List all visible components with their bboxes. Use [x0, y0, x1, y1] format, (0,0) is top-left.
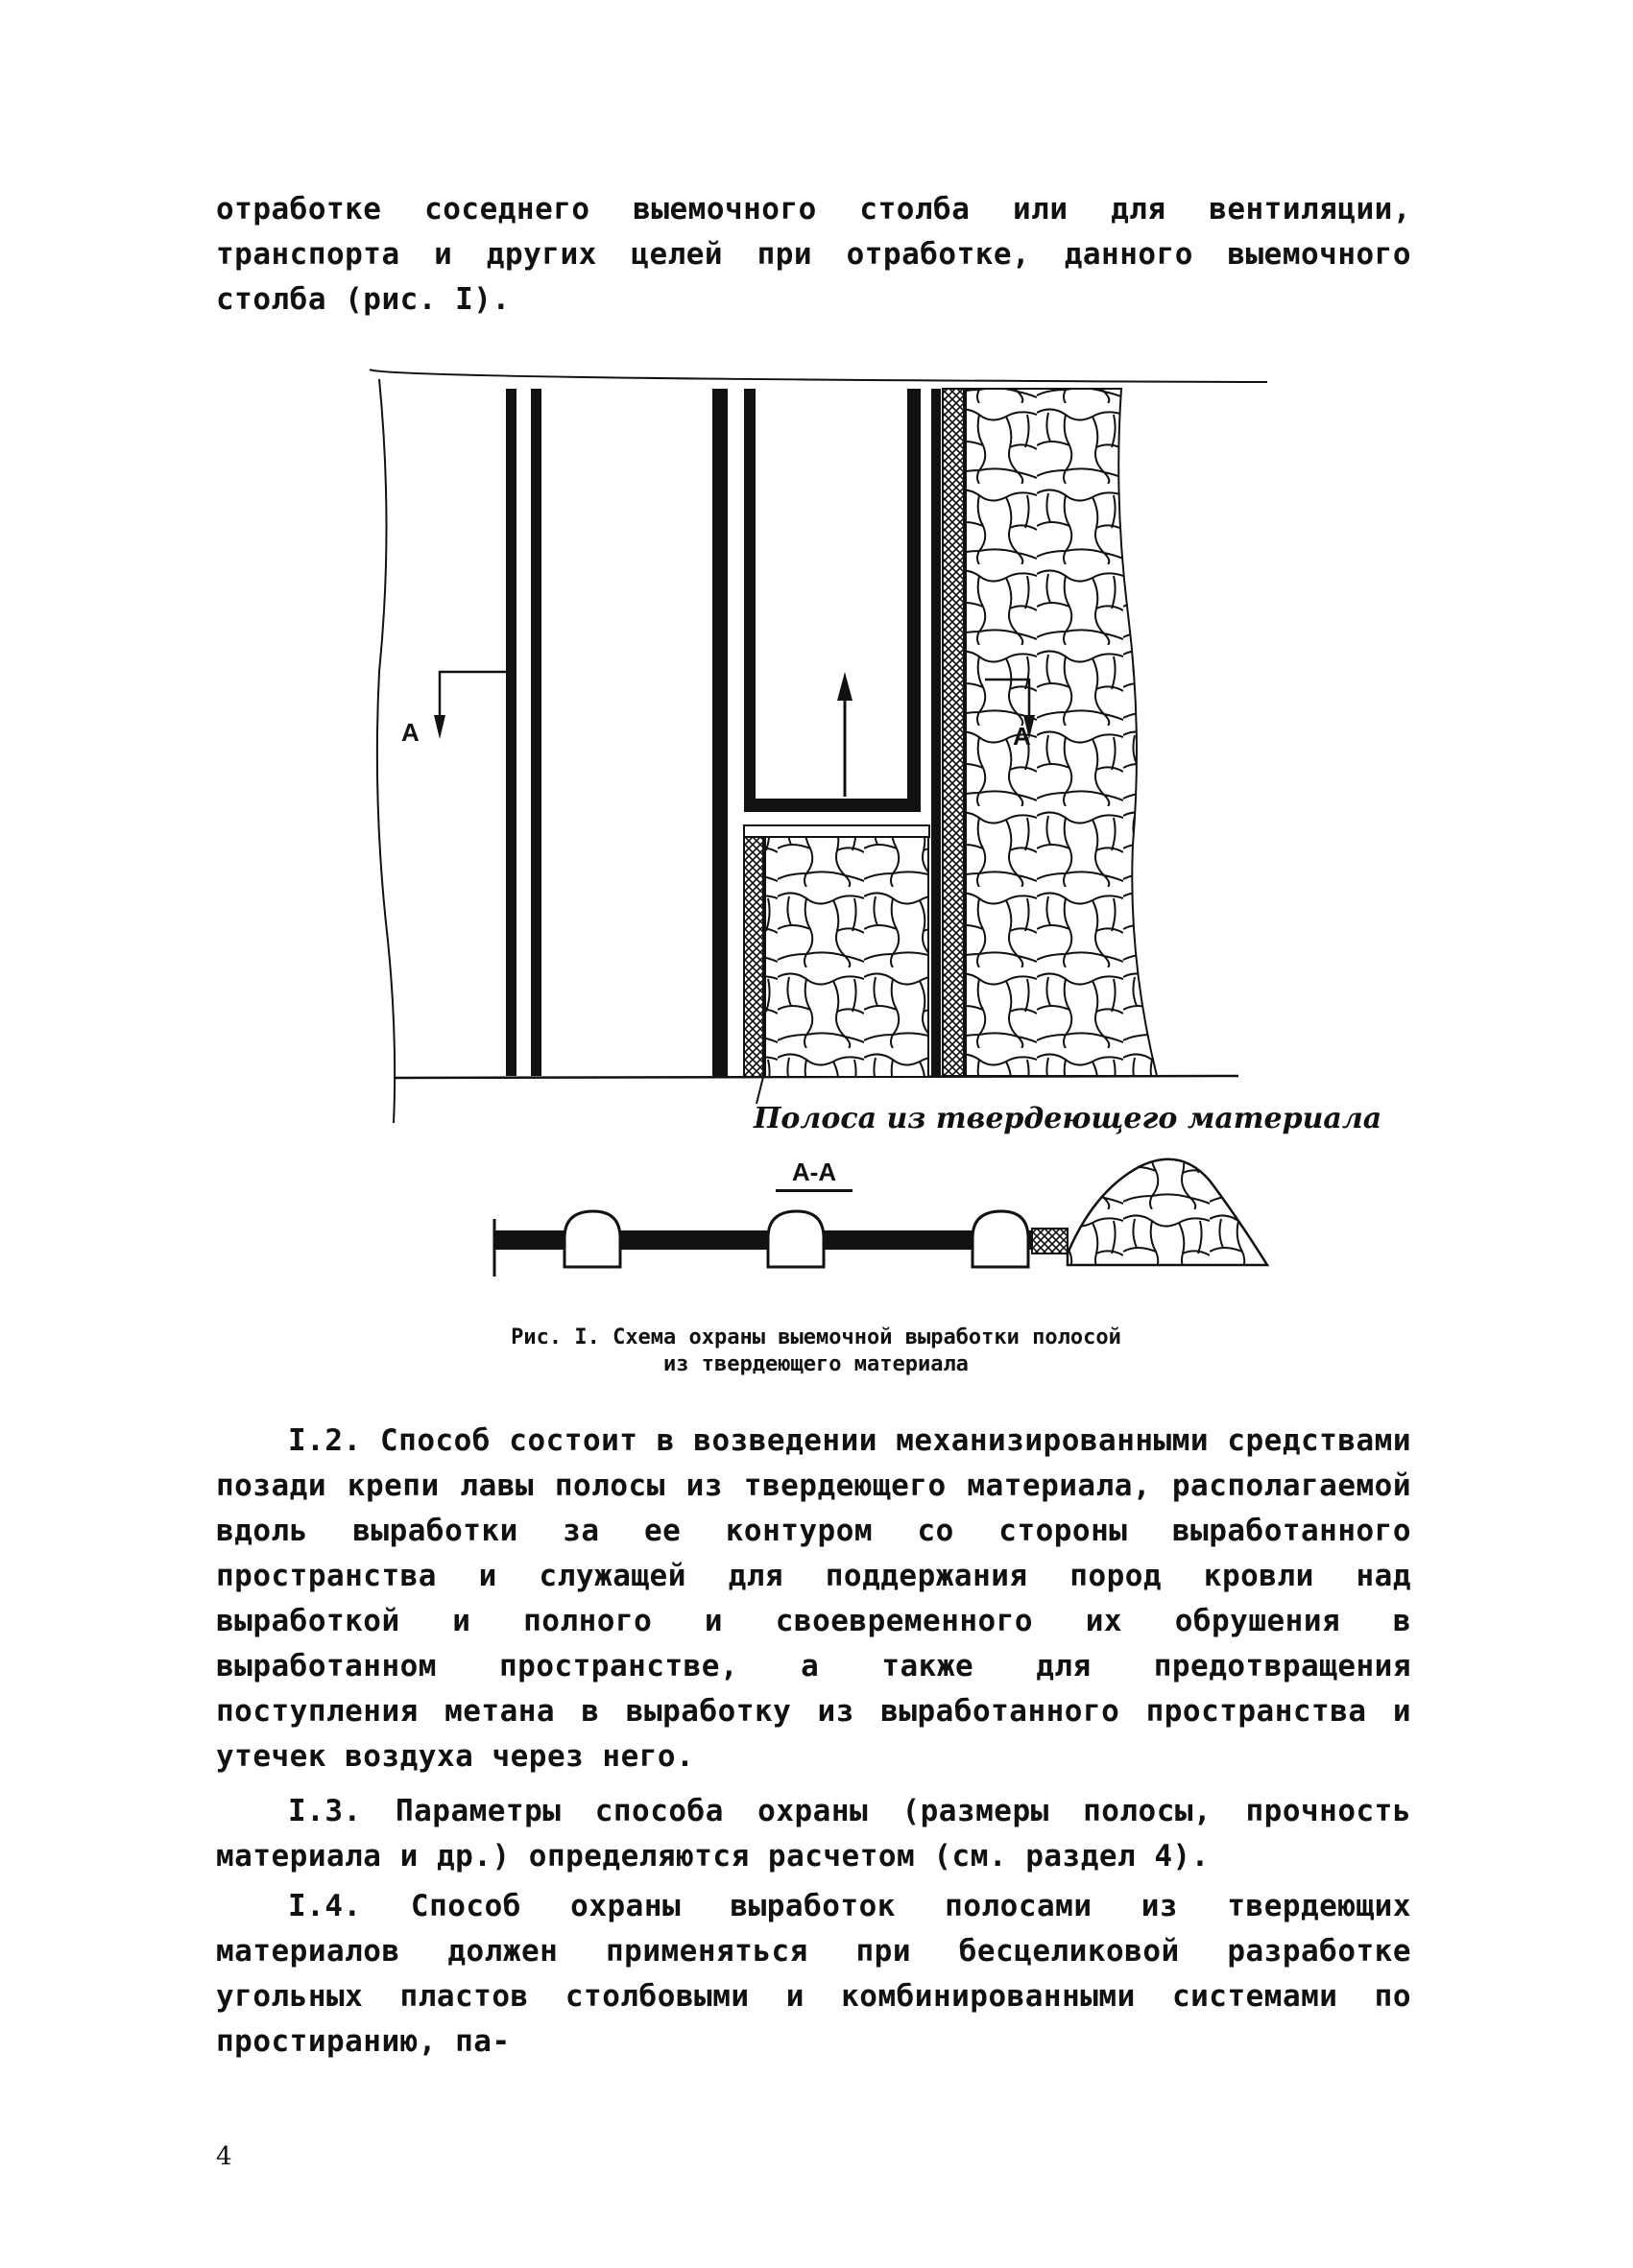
intro-paragraph: отработке соседнего выемочного столба или для вентиляции, транспорта и других целей при отработке, данного выемочного столба (рис. I). [216, 192, 1411, 317]
goaf-main [966, 389, 1157, 1076]
figure-caption-line1: Рис. I. Схема охраны выемочной выработки полосой [511, 1325, 1121, 1349]
left-roadway-wall-1 [506, 389, 516, 1076]
face-area-right-wall [907, 389, 921, 811]
goaf-heap [1068, 1159, 1267, 1265]
page-number: 4 [216, 2142, 232, 2171]
roadway-1 [564, 1211, 620, 1267]
cut-mark-left [440, 672, 507, 729]
roadway-3 [973, 1211, 1028, 1267]
paragraph-1-2: I.2. Способ состоит в возведении механизированными средствами позади крепи лавы полосы из твердеющего материала, располагаемой вдоль выработки за ее контуром со стороны выработанного пространства и служащей для поддержания пород кровли над выработкой и полного и своевременного их обрушения в выработанном пространстве, а также для предотвращения поступления метана в выработку из выработанного пространства и утечек воздуха через него. [216, 1423, 1411, 1774]
figure-caption-line2: из твердеющего материала [663, 1352, 969, 1376]
section-strip [1032, 1229, 1068, 1253]
hardening-strip-lower [744, 837, 763, 1077]
roadway-2 [768, 1211, 824, 1267]
paragraph-1-3: I.3. Параметры способа охраны (размеры полосы, прочность материала и др.) определяются расчетом (см. раздел 4). [216, 1794, 1411, 1874]
hardening-strip-main [943, 389, 964, 1076]
section-view [494, 1159, 1267, 1277]
face-roadway-wall [712, 389, 728, 1076]
section-label: А-А [776, 1158, 853, 1192]
left-roadway-wall-2 [531, 389, 541, 1076]
paragraph-1-4: I.4. Способ охраны выработок полосами из твердеющих материалов должен применяться при бесцеликовой разработке угольных пластов столбовыми и комбинированными системами по простиранию, па- [216, 1889, 1411, 2059]
cut-mark-left-label: А [401, 718, 420, 747]
plan-view [370, 370, 1267, 1123]
face-line [744, 799, 921, 812]
goaf-lower [765, 837, 928, 1077]
strip-label: Полоса из твердеющего материала [754, 1102, 1382, 1135]
cut-mark-right-label: А [1013, 722, 1031, 751]
